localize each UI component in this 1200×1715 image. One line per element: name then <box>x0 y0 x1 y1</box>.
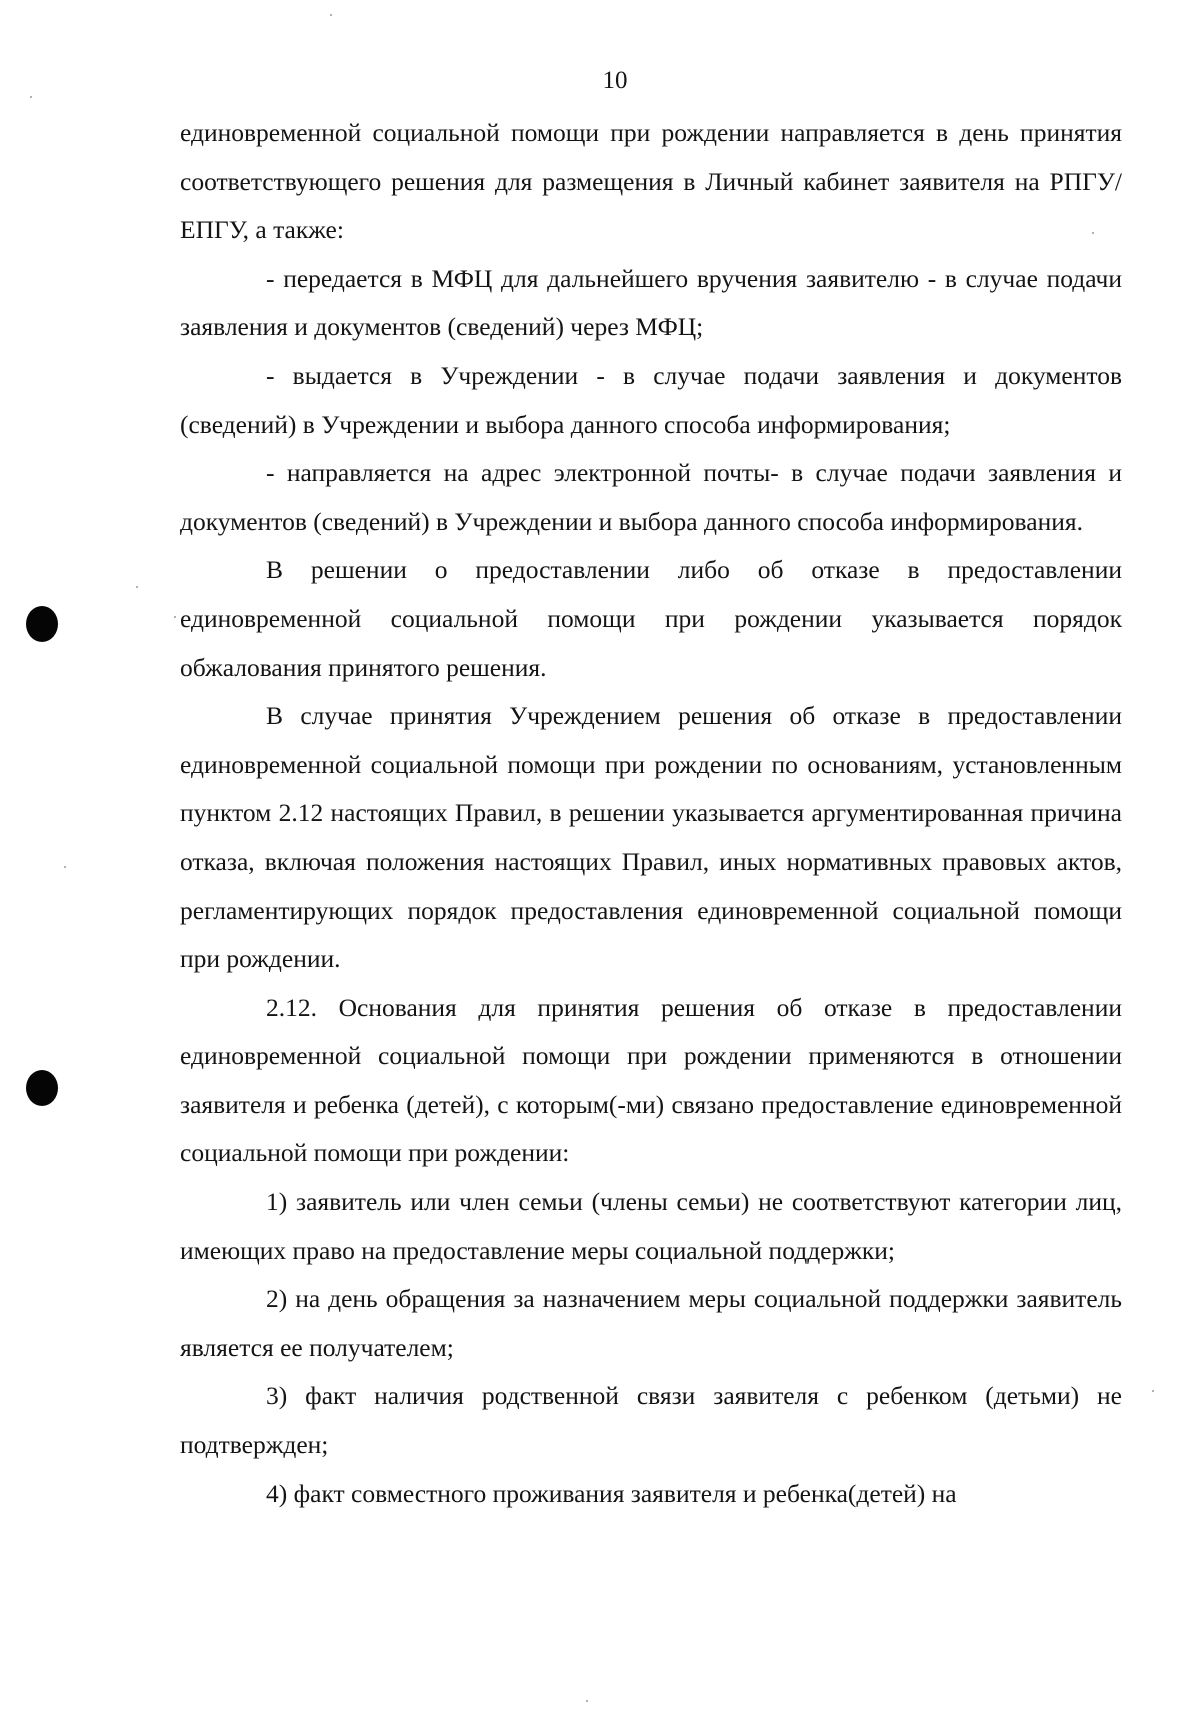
paragraph-10: 3) факт наличия родственной связи заявителя с ребенком (детьми) не подтвержден; <box>180 1381 1122 1460</box>
paragraph-11: 4) факт совместного проживания заявителя и ребенка(детей) на <box>266 1478 957 1508</box>
scan-speck <box>136 586 138 588</box>
scan-speck <box>1092 232 1094 234</box>
punch-hole-top <box>26 606 58 642</box>
page-number: 10 <box>602 67 628 94</box>
scan-speck <box>330 14 332 16</box>
paragraph-6: В случае принятия Учреждением решения об отказе в предоставлении единовременной социальной помощи при рождении по основаниям, установленным пунктом 2.12 настоящих Правил, в решении указывается аргументированная причина отказа, включая положения настоящих Правил, иных нормативных правовых актов, регламентирующих порядок предоставления единовременной социальной помощи при рождении. <box>180 701 1122 974</box>
scan-speck <box>586 1700 588 1702</box>
paragraph-9: 2) на день обращения за назначением меры социальной поддержки заявитель является ее получателем; <box>180 1284 1122 1362</box>
paragraph-4: - направляется на адрес электронной почты- в случае подачи заявления и документов (сведений) в Учреждении и выбора данного способа информирования. <box>180 458 1122 536</box>
paragraph-2: - передается в МФЦ для дальнейшего вручения заявителю - в случае подачи заявления и документов (сведений) через МФЦ; <box>180 263 1122 342</box>
scan-speck <box>174 616 176 618</box>
paragraph-5: В решении о предоставлении либо об отказе в предоставлении единовременной социальной помощи при рождении указывается порядок обжалования принятого решения. <box>180 555 1122 682</box>
scan-speck <box>30 96 32 98</box>
paragraph-7: 2.12. Основания для принятия решения об отказе в предоставлении единовременной социальной помощи при рождении применяются в отношении заявителя и ребенка (детей), с которым(-ми) связано предоставление единовременной социальной помощи при рождении: <box>180 992 1122 1168</box>
scan-speck <box>1152 1390 1154 1392</box>
scan-speck <box>64 866 66 868</box>
document-body <box>180 109 1122 1518</box>
paragraph-1: единовременной социальной помощи при рождении направляется в день принятия соответствующего решения для размещения в Личный кабинет заявителя на РПГУ/ЕПГУ, а также: <box>180 118 1122 245</box>
paragraph-3: - выдается в Учреждении - в случае подачи заявления и документов (сведений) в Учреждении и выбора данного способа информирования; <box>180 360 1122 439</box>
paragraph-8: 1) заявитель или член семьи (члены семьи) не соответствуют категории лиц, имеющих право на предоставление меры социальной поддержки; <box>180 1187 1122 1265</box>
punch-hole-bottom <box>26 1070 58 1106</box>
